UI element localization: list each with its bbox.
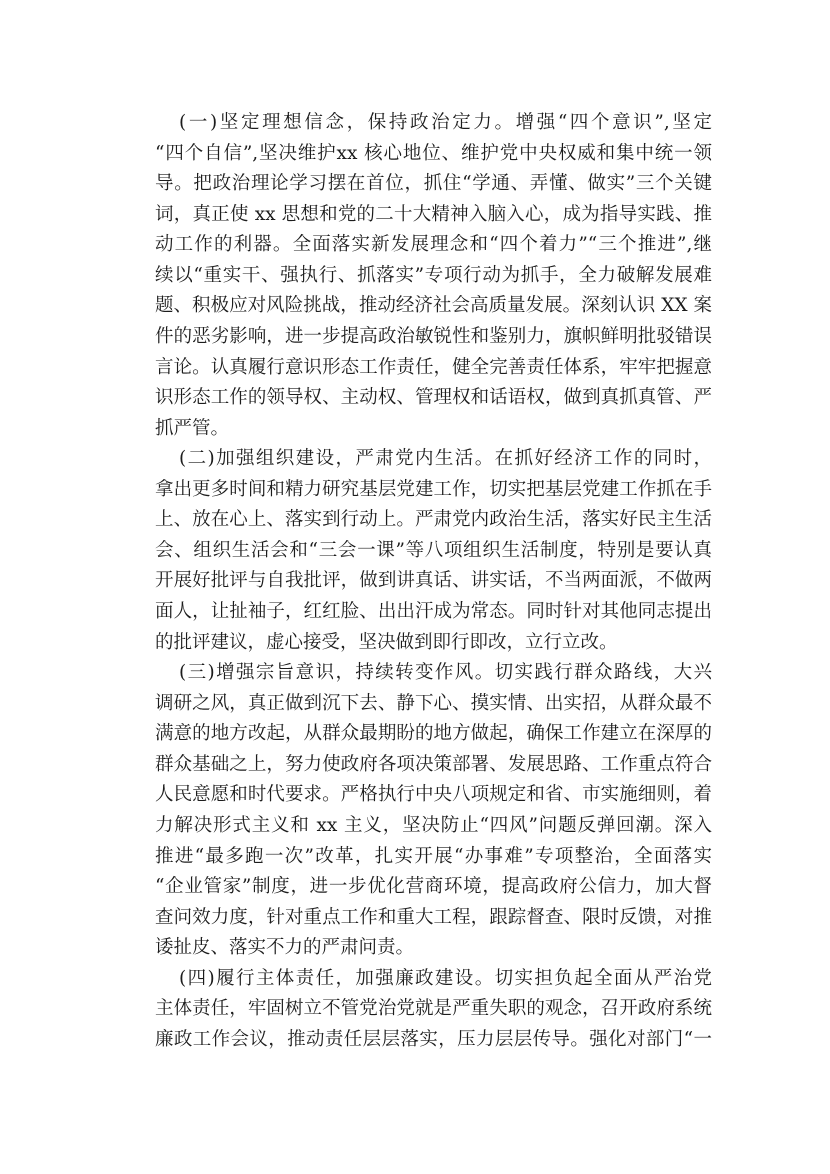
paragraph-1 xyxy=(155,108,712,444)
text-line: 诿扯皮、落实不力的严肃问责。 xyxy=(155,937,415,959)
text-line: (二)加强组织建设，严肃党内生活。在抓好经济工作的同时， xyxy=(179,448,712,470)
text-line: 廉政工作会议，推动责任层层落实，压力层层传导。强化对部门“一 xyxy=(155,1028,712,1050)
text-line: 力解决形式主义和 xx 主义，坚决防止“四风”问题反弹回潮。深入 xyxy=(155,814,712,836)
text-line: (四)履行主体责任，加强廉政建设。切实担负起全面从严治党 xyxy=(179,967,712,989)
text-line: 调研之风，真正做到沉下去、静下心、摸实情、出实招，从群众最不 xyxy=(155,692,712,714)
paragraph-3 xyxy=(155,658,712,964)
text-line: 件的恶劣影响，进一步提高政治敏锐性和鉴别力，旗帜鲜明批驳错误 xyxy=(155,325,712,347)
paragraph-2 xyxy=(155,444,712,658)
paragraph-4 xyxy=(155,964,712,1056)
text-line: 导。把政治理论学习摆在首位，抓住“学通、弄懂、做实”三个关键 xyxy=(155,173,712,195)
text-line: 识形态工作的领导权、主动权、管理权和话语权，做到真抓真管、严 xyxy=(155,387,712,409)
text-line: 查问效力度，针对重点工作和重大工程，跟踪督查、限时反馈，对推 xyxy=(155,906,712,928)
text-line: 抓严管。 xyxy=(155,417,230,439)
text-line: 主体责任，牢固树立不管党治党就是严重失职的观念，召开政府系统 xyxy=(155,998,712,1020)
text-line: 动工作的利器。全面落实新发展理念和“四个着力”“三个推进”,继 xyxy=(155,234,712,256)
text-line: 的批评建议，虚心接受，坚决做到即行即改，立行立改。 xyxy=(155,631,618,653)
text-line: “企业管家”制度，进一步优化营商环境，提高政府公信力，加大督 xyxy=(155,876,712,898)
text-line: 续以“重实干、强执行、抓落实”专项行动为抓手，全力破解发展难 xyxy=(155,264,712,286)
text-line: (三)增强宗旨意识，持续转变作风。切实践行群众路线，大兴 xyxy=(179,662,712,684)
text-line: 开展好批评与自我批评，做到讲真话、讲实话，不当两面派，不做两 xyxy=(155,570,712,592)
text-line: 上、放在心上、落实到行动上。严肃党内政治生活，落实好民主生活 xyxy=(155,509,712,531)
text-line: 题、积极应对风险挑战，推动经济社会高质量发展。深刻认识 XX 案 xyxy=(155,295,712,317)
text-line: “四个自信”,坚决维护xx 核心地位、维护党中央权威和集中统一领 xyxy=(155,142,712,164)
text-line: 面人，让扯袖子，红红脸、出出汗成为常态。同时针对其他同志提出 xyxy=(155,601,712,622)
text-line: 会、组织生活会和“三会一课”等八项组织生活制度，特别是要认真 xyxy=(155,539,712,561)
text-line: 群众基础之上，努力使政府各项决策部署、发展思路、工作重点符合 xyxy=(155,753,712,775)
text-line: 满意的地方改起，从群众最期盼的地方做起，确保工作建立在深厚的 xyxy=(155,723,712,745)
body-text xyxy=(155,108,712,1055)
text-line: 人民意愿和时代要求。严格执行中央八项规定和省、市实施细则，着 xyxy=(155,784,712,806)
text-line: 言论。认真履行意识形态工作责任，健全完善责任体系，牢牢把握意 xyxy=(155,356,712,378)
text-line: 词，真正使 xx 思想和党的二十大精神入脑入心，成为指导实践、推 xyxy=(155,203,712,225)
text-line: 推进“最多跑一次”改革，扎实开展“办事难”专项整治，全面落实 xyxy=(155,845,712,867)
text-line: (一)坚定理想信念，保持政治定力。增强“四个意识”,坚定 xyxy=(179,112,712,133)
text-line: 拿出更多时间和精力研究基层党建工作，切实把基层党建工作抓在手 xyxy=(155,478,712,500)
